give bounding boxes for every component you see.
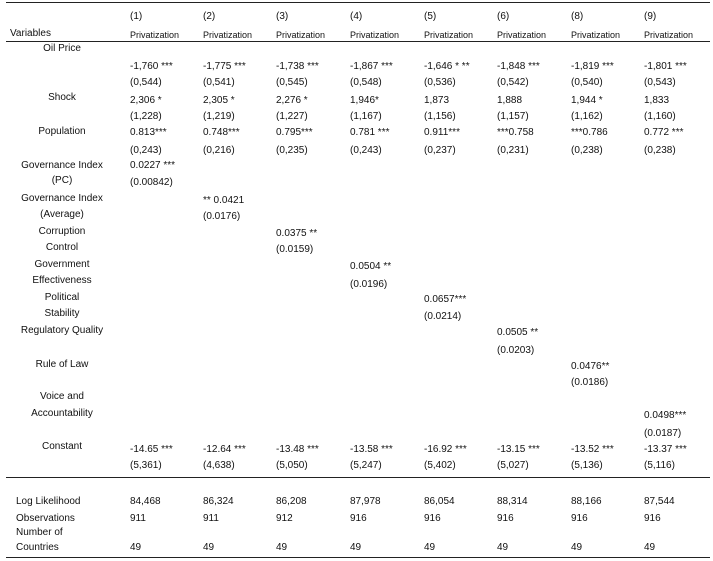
top-rule xyxy=(6,2,710,3)
oil-se-1: (0,544) xyxy=(130,77,162,88)
row-label-gov-pc-sub: (PC) xyxy=(51,175,73,186)
const-coef-9: -13.37 *** xyxy=(644,444,687,455)
col-dep-5: Privatization xyxy=(424,30,474,40)
row-label-corruption-sub: Control xyxy=(45,242,79,253)
political-coef: 0.0657*** xyxy=(424,294,467,305)
bottom-rule xyxy=(6,557,710,558)
gov-pc-se: (0.00842) xyxy=(130,177,173,188)
countries-9: 49 xyxy=(644,542,656,553)
header-rule xyxy=(6,41,710,42)
oil-coef-1: -1,760 *** xyxy=(130,61,173,72)
col-dep-6: Privatization xyxy=(497,30,547,40)
const-se-1: (5,361) xyxy=(130,460,162,471)
shock-coef-2: 2,305 * xyxy=(203,95,235,106)
obs-3: 912 xyxy=(276,513,293,524)
loglik-4: 87,978 xyxy=(350,496,381,507)
countries-5: 49 xyxy=(424,542,436,553)
pop-coef-6: ***0.758 xyxy=(497,127,534,138)
const-coef-6: -13.15 *** xyxy=(497,444,540,455)
obs-2: 911 xyxy=(203,513,219,524)
shock-se-3: (1,227) xyxy=(276,111,308,122)
oil-se-8: (0,540) xyxy=(571,77,603,88)
col-num-9: (9) xyxy=(644,11,657,22)
row-label-gov-avg-sub: (Average) xyxy=(40,209,84,220)
pop-coef-5: 0.911*** xyxy=(424,127,460,138)
voice-coef: 0.0498*** xyxy=(644,410,687,421)
col-dep-4: Privatization xyxy=(350,30,400,40)
gov-eff-se: (0.0196) xyxy=(350,279,388,290)
pop-se-8: (0,238) xyxy=(571,145,603,156)
loglik-2: 86,324 xyxy=(203,496,234,507)
countries-3: 49 xyxy=(276,542,288,553)
row-label-political-sub: Stability xyxy=(44,308,80,319)
row-label-population: Population xyxy=(38,126,86,137)
pop-coef-2: 0.748*** xyxy=(203,127,240,138)
oil-se-2: (0,541) xyxy=(203,77,235,88)
regulatory-se: (0.0203) xyxy=(497,345,535,356)
shock-coef-8: 1,944 * xyxy=(571,95,603,106)
pop-coef-3: 0.795*** xyxy=(276,127,313,138)
row-label-rule-law: Rule of Law xyxy=(35,359,89,370)
oil-coef-2: -1,775 *** xyxy=(203,61,246,72)
pop-coef-4: 0.781 *** xyxy=(350,127,390,138)
corruption-coef: 0.0375 ** xyxy=(276,228,318,239)
pop-se-5: (0,237) xyxy=(424,145,456,156)
const-coef-5: -16.92 *** xyxy=(424,444,467,455)
loglik-3: 86,208 xyxy=(276,496,307,507)
oil-coef-8: -1,819 *** xyxy=(571,61,614,72)
voice-se: (0.0187) xyxy=(644,428,682,439)
body-rule xyxy=(6,477,710,478)
loglik-1: 84,468 xyxy=(130,496,161,507)
footer-label-countries: Number of xyxy=(16,527,63,538)
shock-coef-4: 1,946* xyxy=(350,95,379,106)
const-coef-8: -13.52 *** xyxy=(571,444,614,455)
pop-se-2: (0,216) xyxy=(203,145,235,156)
row-label-voice-sub: Accountability xyxy=(31,408,93,419)
pop-se-3: (0,235) xyxy=(276,145,308,156)
shock-se-1: (1,228) xyxy=(130,111,162,122)
obs-4: 916 xyxy=(350,513,367,524)
col-num-5: (5) xyxy=(424,11,437,22)
footer-label-loglik: Log Likelihood xyxy=(16,496,81,507)
row-label-constant: Constant xyxy=(41,441,83,452)
countries-1: 49 xyxy=(130,542,142,553)
corruption-se: (0.0159) xyxy=(276,244,314,255)
political-se: (0.0214) xyxy=(424,311,462,322)
const-se-2: (4,638) xyxy=(203,460,235,471)
shock-coef-9: 1,833 xyxy=(644,95,670,106)
shock-se-2: (1,219) xyxy=(203,111,235,122)
col-num-8: (8) xyxy=(571,11,584,22)
obs-8: 916 xyxy=(571,513,588,524)
obs-1: 911 xyxy=(130,513,146,524)
row-label-oil-price: Oil Price xyxy=(43,43,81,54)
countries-4: 49 xyxy=(350,542,362,553)
col-dep-8: Privatization xyxy=(571,30,621,40)
row-label-political: Political xyxy=(44,292,80,303)
col-dep-2: Privatization xyxy=(203,30,253,40)
footer-label-countries-sub: Countries xyxy=(16,542,59,553)
countries-6: 49 xyxy=(497,542,509,553)
oil-se-5: (0,536) xyxy=(424,77,456,88)
const-se-9: (5,116) xyxy=(644,460,675,471)
pop-coef-8: ***0.786 xyxy=(571,127,608,138)
shock-se-5: (1,156) xyxy=(424,111,456,122)
col-num-3: (3) xyxy=(276,11,289,22)
const-coef-2: -12.64 *** xyxy=(203,444,246,455)
const-se-4: (5,247) xyxy=(350,460,382,471)
shock-se-9: (1,160) xyxy=(644,111,676,122)
col-dep-3: Privatization xyxy=(276,30,326,40)
shock-coef-1: 2,306 * xyxy=(130,95,162,106)
shock-se-8: (1,162) xyxy=(571,111,603,122)
row-label-regulatory: Regulatory Quality xyxy=(20,325,104,336)
const-coef-1: -14.65 *** xyxy=(130,444,173,455)
footer-label-obs: Observations xyxy=(16,513,75,524)
gov-eff-coef: 0.0504 ** xyxy=(350,261,392,272)
shock-coef-3: 2,276 * xyxy=(276,95,308,106)
row-label-gov-pc: Governance Index xyxy=(21,160,103,171)
oil-se-6: (0,542) xyxy=(497,77,529,88)
pop-coef-1: 0.813*** xyxy=(130,127,167,138)
countries-2: 49 xyxy=(203,542,215,553)
loglik-8: 88,166 xyxy=(571,496,602,507)
col-dep-9: Privatization xyxy=(644,30,694,40)
col-num-4: (4) xyxy=(350,11,363,22)
row-label-gov-eff: Government xyxy=(34,259,90,270)
shock-coef-5: 1,873 xyxy=(424,95,450,106)
rule-law-coef: 0.0476** xyxy=(571,361,610,372)
const-coef-4: -13.58 *** xyxy=(350,444,393,455)
oil-se-4: (0,548) xyxy=(350,77,382,88)
pop-coef-9: 0.772 *** xyxy=(644,127,684,138)
row-label-voice: Voice and xyxy=(40,391,84,402)
col-num-2: (2) xyxy=(203,11,216,22)
oil-se-3: (0,545) xyxy=(276,77,308,88)
oil-coef-3: -1,738 *** xyxy=(276,61,319,72)
rule-law-se: (0.0186) xyxy=(571,377,609,388)
shock-coef-6: 1,888 xyxy=(497,95,523,106)
regulatory-coef: 0.0505 ** xyxy=(497,327,539,338)
pop-se-6: (0,231) xyxy=(497,145,529,156)
const-se-5: (5,402) xyxy=(424,460,456,471)
obs-5: 916 xyxy=(424,513,441,524)
row-label-corruption: Corruption xyxy=(38,226,86,237)
col-dep-1: Privatization xyxy=(130,30,180,40)
variables-header: Variables xyxy=(10,28,51,39)
oil-coef-6: -1,848 *** xyxy=(497,61,540,72)
const-coef-3: -13.48 *** xyxy=(276,444,319,455)
obs-9: 916 xyxy=(644,513,661,524)
row-label-gov-avg: Governance Index xyxy=(21,193,103,204)
gov-pc-coef: 0.0227 *** xyxy=(130,160,176,171)
obs-6: 916 xyxy=(497,513,514,524)
shock-se-4: (1,167) xyxy=(350,111,382,122)
pop-se-1: (0,243) xyxy=(130,145,162,156)
countries-8: 49 xyxy=(571,542,583,553)
oil-coef-9: -1,801 *** xyxy=(644,61,687,72)
shock-se-6: (1,157) xyxy=(497,111,529,122)
const-se-6: (5,027) xyxy=(497,460,529,471)
oil-coef-4: -1,867 *** xyxy=(350,61,393,72)
const-se-3: (5,050) xyxy=(276,460,308,471)
loglik-9: 87,544 xyxy=(644,496,675,507)
oil-se-9: (0,543) xyxy=(644,77,676,88)
loglik-6: 88,314 xyxy=(497,496,528,507)
loglik-5: 86,054 xyxy=(424,496,455,507)
gov-avg-se: (0.0176) xyxy=(203,211,241,222)
col-num-1: (1) xyxy=(130,11,143,22)
const-se-8: (5,136) xyxy=(571,460,603,471)
oil-coef-5: -1,646 * ** xyxy=(424,61,470,72)
pop-se-9: (0,238) xyxy=(644,145,676,156)
gov-avg-coef: ** 0.0421 xyxy=(203,195,245,206)
row-label-gov-eff-sub: Effectiveness xyxy=(32,275,92,286)
col-num-6: (6) xyxy=(497,11,510,22)
row-label-shock: Shock xyxy=(48,92,76,103)
pop-se-4: (0,243) xyxy=(350,145,382,156)
